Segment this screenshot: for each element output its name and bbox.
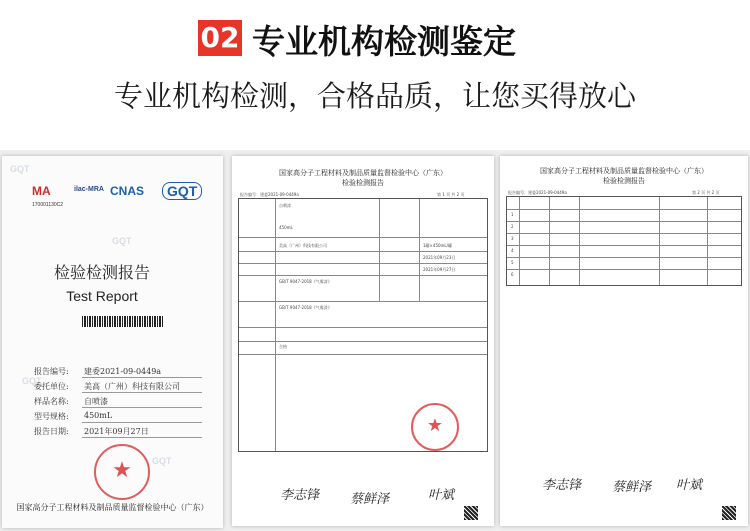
- watermark: GQT: [152, 456, 172, 466]
- header: [0, 0, 750, 150]
- client-name: 美高（广州）科技有限公司: [279, 243, 327, 248]
- sample-spec: 450mL: [279, 225, 293, 230]
- page-indicator: 第 2 页 共 2 页: [692, 190, 720, 195]
- info-table: [238, 198, 488, 452]
- sample-name: 自喷漆: [279, 203, 291, 208]
- section-subtitle: 专业机构检测，合格品质，让您买得放心: [113, 79, 636, 113]
- sample-qty: 1罐×450mL/罐: [423, 243, 453, 248]
- cnas-logo: CNAS: [110, 184, 145, 198]
- report-number: 报告编号：建委2021-09-0449a: [508, 190, 567, 195]
- barcode: [82, 316, 164, 327]
- table-row: 2: [511, 224, 514, 229]
- signature: 蔡鲜泽: [612, 480, 652, 495]
- cover-title: 检验检测报告: [53, 263, 150, 282]
- field-report-no: 报告编号: 建委2021-09-0449a: [34, 366, 69, 377]
- report-cover: [2, 156, 223, 528]
- page-subheader: 检验检测报告: [603, 177, 645, 185]
- signature: 叶斌: [428, 488, 455, 503]
- table-row: 6: [511, 272, 514, 277]
- test-method: GB/T 9047-2018《气雾漆》: [279, 279, 332, 284]
- report-page-1: [232, 156, 494, 526]
- results-table: [506, 196, 742, 286]
- signature: 叶斌: [676, 478, 703, 493]
- accreditation-logos: [32, 182, 222, 212]
- ilac-logo: ilac-MRA: [74, 186, 104, 193]
- test-method: GB/T 9047-2018《气雾漆》: [279, 305, 332, 310]
- qr-code: [722, 506, 736, 520]
- cma-logo: MA: [32, 184, 51, 198]
- page-header: 国家高分子工程材料及制品质量监督检验中心（广东）: [540, 167, 708, 175]
- signature: 李志锋: [280, 488, 320, 503]
- signature: 蔡鲜泽: [350, 492, 390, 507]
- page-header: 国家高分子工程材料及制品质量监督检验中心（广东）: [279, 169, 447, 177]
- cover-title-en: Test Report: [66, 288, 138, 304]
- table-row: 4: [511, 248, 514, 253]
- report-gallery: [0, 150, 750, 531]
- watermark: GQT: [22, 376, 42, 386]
- page-subheader: 检验检测报告: [342, 179, 384, 187]
- date-received: 2021年09月23日: [423, 255, 456, 260]
- watermark: GQT: [10, 164, 30, 174]
- field-sample: 样品名称: 自喷漆: [34, 396, 69, 407]
- cover-footer: 国家高分子工程材料及制品质量监督检验中心（广东）: [16, 503, 209, 512]
- field-spec: 型号规格: 450mL: [34, 411, 69, 422]
- qr-code: [464, 506, 478, 520]
- official-seal: ★: [411, 403, 459, 451]
- official-seal: ★: [94, 444, 150, 500]
- field-date: 报告日期: 2021年09月27日: [34, 426, 69, 437]
- signature: 李志锋: [542, 478, 582, 493]
- table-row: 3: [511, 236, 514, 241]
- watermark: GQT: [112, 236, 132, 246]
- report-page-2: [500, 156, 748, 526]
- section-number: 02: [198, 20, 242, 56]
- cert-number: 170001130C2: [32, 202, 64, 208]
- field-client: 委托单位: 美高（广州）科技有限公司: [34, 381, 69, 392]
- date-tested: 2021年09月27日: [423, 267, 456, 272]
- report-number: 报告编号：建委2021-09-0449a: [240, 192, 299, 197]
- section-title: 专业机构检测鉴定: [252, 22, 516, 61]
- conclusion: 合格: [279, 344, 287, 349]
- table-row: 5: [511, 260, 514, 265]
- gqt-logo: GQT: [162, 182, 202, 200]
- table-row: 1: [511, 212, 514, 217]
- page-indicator: 第 1 页 共 2 页: [437, 192, 465, 197]
